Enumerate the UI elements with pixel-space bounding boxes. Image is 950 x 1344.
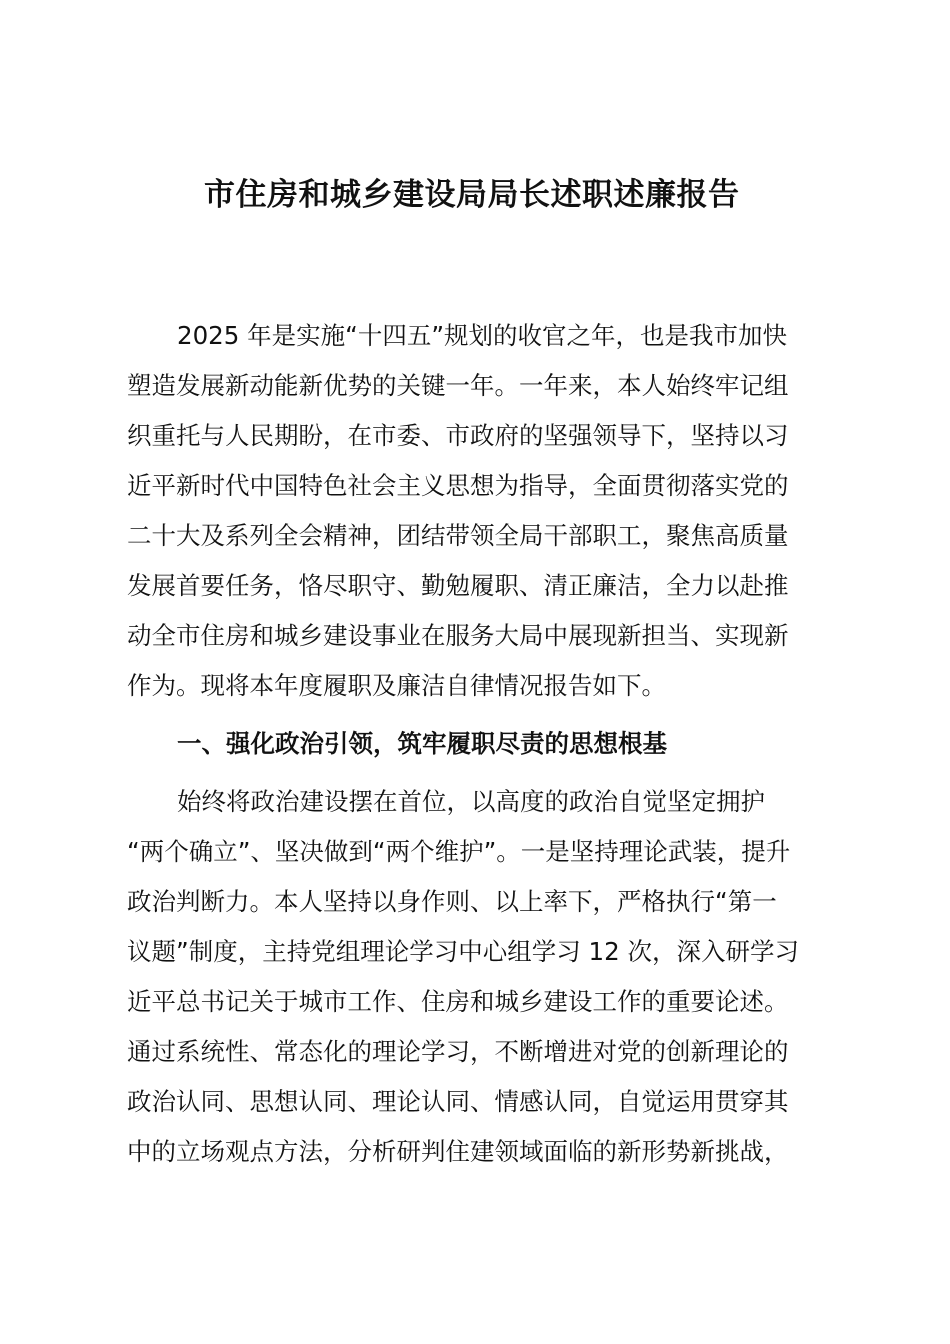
paragraph-line: “两个确立”、坚决做到“两个维护”。一是坚持理论武装，提升	[127, 837, 791, 866]
document-title: 市住房和城乡建设局局长述职述廉报告	[204, 177, 740, 213]
paragraph-line: 二十大及系列全会精神，团结带领全局干部职工，聚焦高质量	[127, 521, 789, 550]
section-heading: 一、强化政治引领，筑牢履职尽责的思想根基	[177, 729, 667, 758]
paragraph-line: 政治判断力。本人坚持以身作则、以上率下，严格执行“第一	[127, 887, 777, 916]
paragraph-line: 中的立场观点方法，分析研判住建领域面临的新形势新挑战，	[127, 1137, 789, 1166]
paragraph-line: 议题”制度，主持党组理论学习中心组学习 12 次，深入研学习	[127, 937, 799, 966]
paragraph-line: 通过系统性、常态化的理论学习，不断增进对党的创新理论的	[127, 1037, 789, 1066]
paragraph-line: 始终将政治建设摆在首位，以高度的政治自觉坚定拥护	[177, 787, 765, 816]
paragraph-line: 政治认同、思想认同、理论认同、情感认同，自觉运用贯穿其	[127, 1087, 789, 1116]
paragraph-line: 近平新时代中国特色社会主义思想为指导，全面贯彻落实党的	[127, 471, 789, 500]
paragraph-line: 织重托与人民期盼，在市委、市政府的坚强领导下，坚持以习	[127, 421, 789, 450]
paragraph-line: 2025 年是实施“十四五”规划的收官之年，也是我市加快	[177, 321, 788, 350]
paragraph-line: 塑造发展新动能新优势的关键一年。一年来，本人始终牢记组	[127, 371, 789, 400]
paragraph-line: 作为。现将本年度履职及廉洁自律情况报告如下。	[127, 671, 666, 700]
paragraph-line: 发展首要任务，恪尽职守、勤勉履职、清正廉洁，全力以赴推	[127, 571, 789, 600]
paragraph-line: 动全市住房和城乡建设事业在服务大局中展现新担当、实现新	[127, 621, 789, 650]
paragraph-line: 近平总书记关于城市工作、住房和城乡建设工作的重要论述。	[127, 987, 789, 1016]
